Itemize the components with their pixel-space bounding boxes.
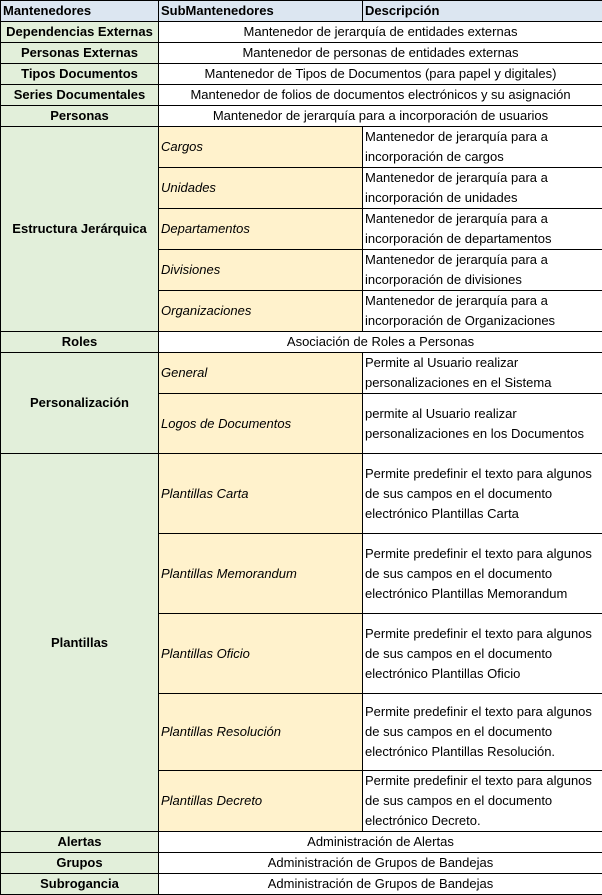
table-row: [1, 853, 602, 874]
description-cell: Permite predefinir el texto para algunos de sus campos en el documento electrónico Plantillas Carta: [363, 454, 602, 534]
mantenedor-cell: Roles: [1, 332, 159, 353]
mantenedor-cell: Estructura Jerárquica: [1, 127, 159, 332]
submantenedor-cell: Plantillas Memorandum: [159, 534, 363, 614]
mantenedor-cell: Plantillas: [1, 454, 159, 832]
description-cell: Mantenedor de jerarquía para a incorporación de departamentos: [363, 209, 602, 250]
description-cell: Mantenedor de jerarquía para a incorporación de Organizaciones: [363, 291, 602, 332]
mantenedor-cell: Personas Externas: [1, 43, 159, 64]
description-cell: Administración de Alertas: [159, 832, 602, 853]
submantenedor-cell: Departamentos: [159, 209, 363, 250]
table-row: [1, 43, 602, 64]
header-descripcion: Descripción: [363, 1, 602, 22]
description-cell: Permite predefinir el texto para algunos de sus campos en el documento electrónico Plantillas Resolución.: [363, 694, 602, 771]
description-cell: Mantenedor de jerarquía para a incorporación de usuarios: [159, 106, 602, 127]
table-row: [1, 832, 602, 853]
mantenedor-cell: Subrogancia: [1, 874, 159, 895]
description-cell: Mantenedor de jerarquía de entidades externas: [159, 22, 602, 43]
table-row: [1, 353, 602, 394]
mantenedor-cell: Alertas: [1, 832, 159, 853]
header-submantenedores: SubMantenedores: [159, 1, 363, 22]
submantenedor-cell: Plantillas Carta: [159, 454, 363, 534]
mantenedor-cell: Series Documentales: [1, 85, 159, 106]
table-row: [1, 64, 602, 85]
description-cell: Mantenedor de Tipos de Documentos (para papel y digitales): [159, 64, 602, 85]
mantenedor-cell: Grupos: [1, 853, 159, 874]
submantenedor-cell: General: [159, 353, 363, 394]
table-row: [1, 127, 602, 168]
description-cell: Mantenedor de personas de entidades externas: [159, 43, 602, 64]
submantenedor-cell: Plantillas Decreto: [159, 771, 363, 832]
mantenedor-cell: Personalización: [1, 353, 159, 454]
table-row: [1, 106, 602, 127]
description-cell: Mantenedor de folios de documentos electrónicos y su asignación: [159, 85, 602, 106]
submantenedor-cell: Organizaciones: [159, 291, 363, 332]
description-cell: Administración de Grupos de Bandejas: [159, 874, 602, 895]
submantenedor-cell: Cargos: [159, 127, 363, 168]
description-cell: Permite predefinir el texto para algunos de sus campos en el documento electrónico Plantillas Memorandum: [363, 534, 602, 614]
description-cell: permite al Usuario realizar personalizaciones en los Documentos: [363, 394, 602, 454]
submantenedor-cell: Logos de Documentos: [159, 394, 363, 454]
table-row: [1, 22, 602, 43]
description-cell: Permite predefinir el texto para algunos de sus campos en el documento electrónico Decreto.: [363, 771, 602, 832]
description-cell: Permite predefinir el texto para algunos de sus campos en el documento electrónico Plantillas Oficio: [363, 614, 602, 694]
description-cell: Mantenedor de jerarquía para a incorporación de cargos: [363, 127, 602, 168]
description-cell: Administración de Grupos de Bandejas: [159, 853, 602, 874]
mantenedor-cell: Tipos Documentos: [1, 64, 159, 85]
mantenedor-cell: Dependencias Externas: [1, 22, 159, 43]
description-cell: Permite al Usuario realizar personalizaciones en el Sistema: [363, 353, 602, 394]
mantenedor-cell: Personas: [1, 106, 159, 127]
submantenedor-cell: Unidades: [159, 168, 363, 209]
description-cell: Mantenedor de jerarquía para a incorporación de divisiones: [363, 250, 602, 291]
description-cell: Asociación de Roles a Personas: [159, 332, 602, 353]
table-row: [1, 454, 602, 534]
header-row: [1, 1, 602, 22]
submantenedor-cell: Divisiones: [159, 250, 363, 291]
submantenedor-cell: Plantillas Oficio: [159, 614, 363, 694]
table-row: [1, 332, 602, 353]
header-mantenedores: Mantenedores: [1, 1, 159, 22]
submantenedor-cell: Plantillas Resolución: [159, 694, 363, 771]
description-cell: Mantenedor de jerarquía para a incorporación de unidades: [363, 168, 602, 209]
table-row: [1, 85, 602, 106]
